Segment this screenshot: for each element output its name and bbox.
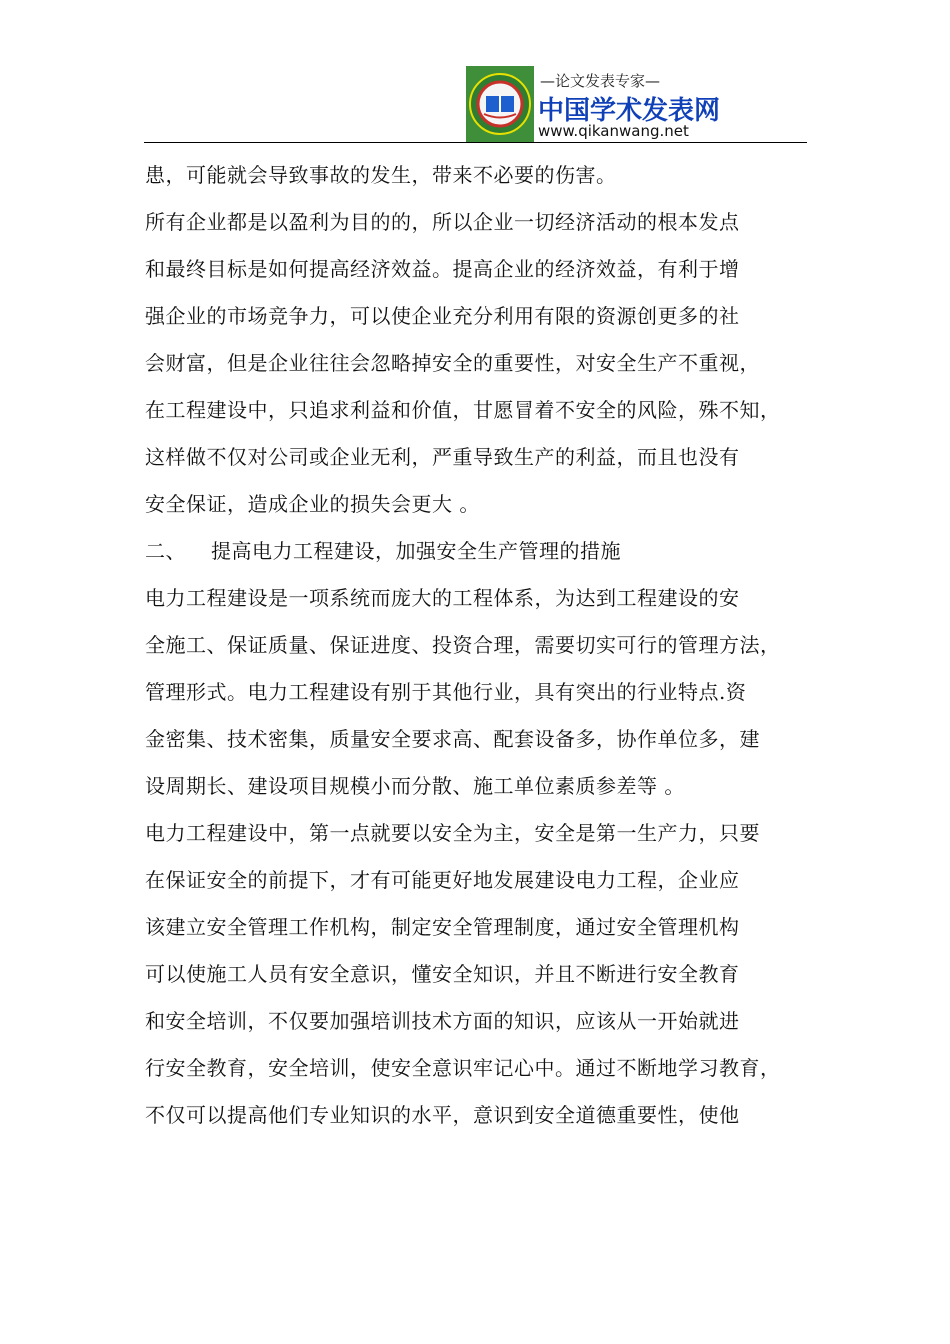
book-globe-badge-icon xyxy=(466,66,534,142)
text-line: 和安全培训，不仅要加强培训技术方面的知识，应该从一开始就进 xyxy=(145,1009,740,1033)
section-title: 提高电力工程建设，加强安全生产管理的措施 xyxy=(211,539,621,563)
text-line: 所有企业都是以盈利为目的的，所以企业一切经济活动的根本发点 xyxy=(145,210,740,234)
text-line: 全施工、保证质量、保证进度、投资合理，需要切实可行的管理方法， xyxy=(145,633,781,657)
logo-url[interactable]: www.qikanwang.net xyxy=(538,122,689,140)
section-number: 二、 xyxy=(145,539,186,563)
text-line: 安全保证，造成企业的损失会更大 。 xyxy=(145,492,480,516)
text-line: 电力工程建设是一项系统而庞大的工程体系，为达到工程建设的安 xyxy=(145,586,740,610)
text-line: 在保证安全的前提下，才有可能更好地发展建设电力工程，企业应 xyxy=(145,868,740,892)
header-divider xyxy=(144,142,807,143)
text-line: 会财富，但是企业往往会忽略掉安全的重要性，对安全生产不重视， xyxy=(145,351,760,375)
text-line: 这样做不仅对公司或企业无利，严重导致生产的利益，而且也没有 xyxy=(145,445,740,469)
logo-site-name: 中国学术发表网 xyxy=(538,96,721,126)
logo-slogan: —论文发表专家— xyxy=(540,72,661,90)
paragraph xyxy=(145,152,815,199)
section-heading xyxy=(145,528,815,575)
text-line: 管理形式。电力工程建设有别于其他行业，具有突出的行业特点.资 xyxy=(145,680,747,704)
text-line: 在工程建设中，只追求利益和价值，甘愿冒着不安全的风险，殊不知， xyxy=(145,398,781,422)
text-line: 设周期长、建设项目规模小而分散、施工单位素质参差等 。 xyxy=(145,774,685,798)
text-line: 行安全教育，安全培训，使安全意识牢记心中。通过不断地学习教育， xyxy=(145,1056,781,1080)
document-body xyxy=(145,152,815,1139)
paragraph xyxy=(145,810,815,1139)
text-line: 金密集、技术密集，质量安全要求高、配套设备多，协作单位多，建 xyxy=(145,727,760,751)
text-line: 不仅可以提高他们专业知识的水平，意识到安全道德重要性，使他 xyxy=(145,1103,740,1127)
text-line: 电力工程建设中，第一点就要以安全为主，安全是第一生产力，只要 xyxy=(145,821,760,845)
text-line: 和最终目标是如何提高经济效益。提高企业的经济效益，有利于增 xyxy=(145,257,740,281)
text-line: 患，可能就会导致事故的发生，带来不必要的伤害。 xyxy=(145,163,617,187)
text-line: 可以使施工人员有安全意识，懂安全知识，并且不断进行安全教育 xyxy=(145,962,740,986)
text-line: 该建立安全管理工作机构，制定安全管理制度，通过安全管理机构 xyxy=(145,915,740,939)
paragraph xyxy=(145,575,815,810)
site-logo[interactable] xyxy=(466,66,721,142)
text-line: 强企业的市场竞争力，可以使企业充分利用有限的资源创更多的社 xyxy=(145,304,740,328)
paragraph xyxy=(145,199,815,528)
